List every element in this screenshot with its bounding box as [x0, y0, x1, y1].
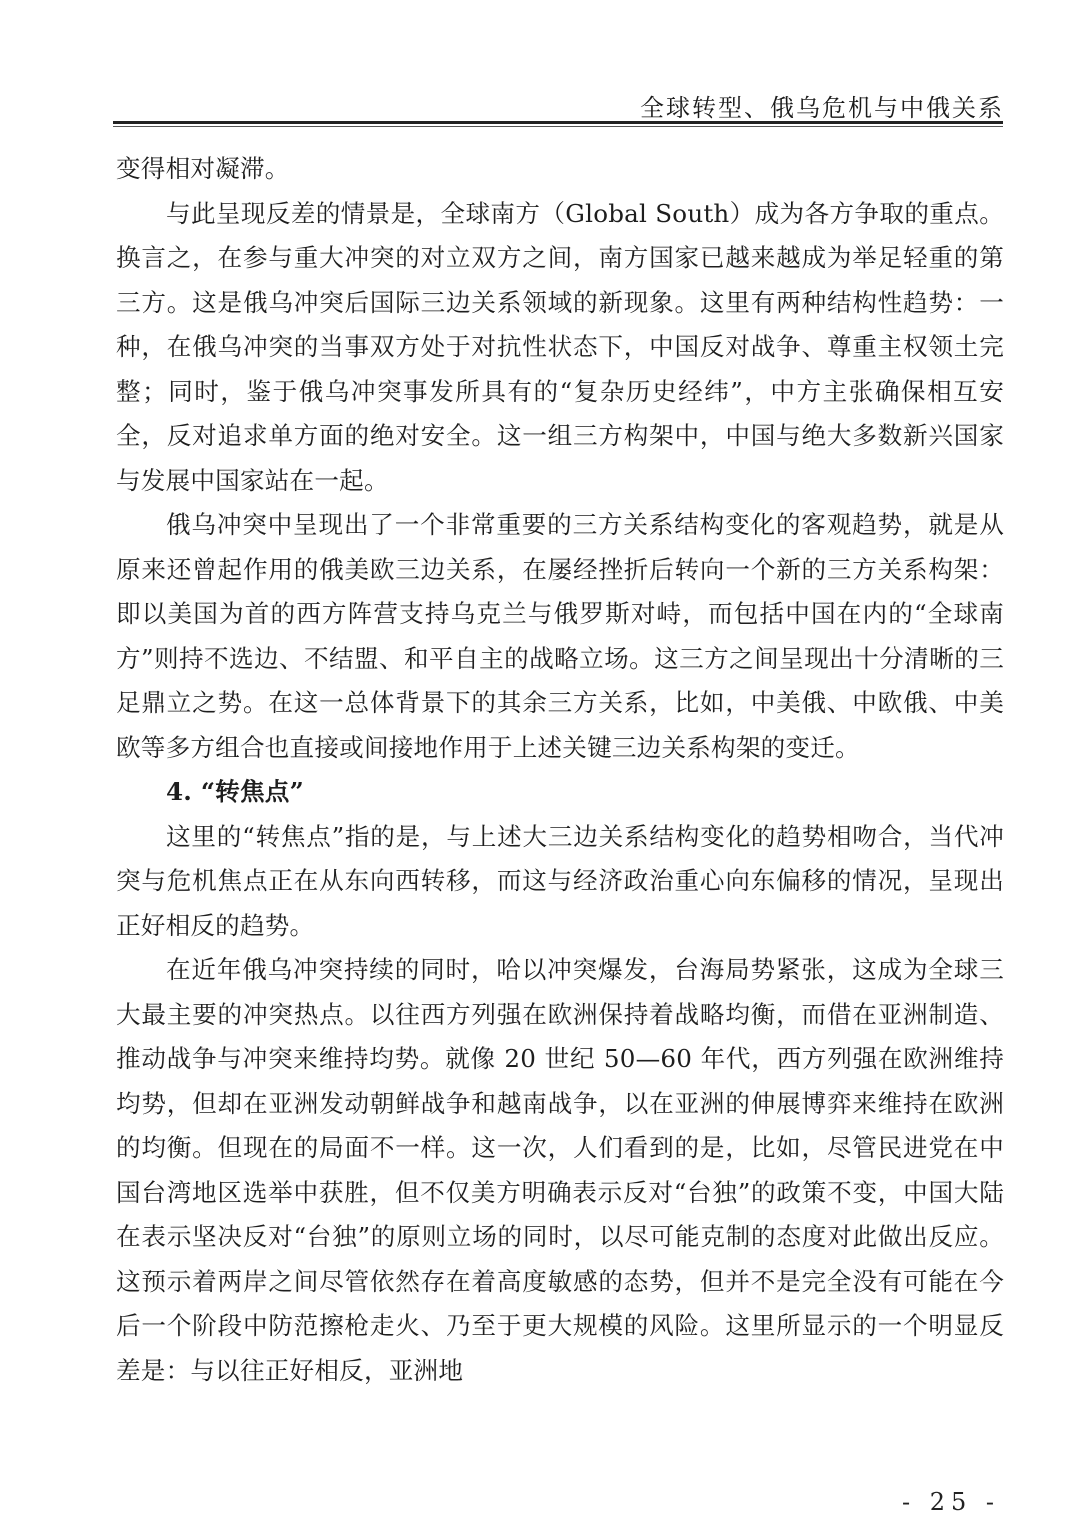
section-heading: 4. “转焦点”	[166, 777, 304, 806]
page-body	[116, 147, 1004, 1393]
page-number: - 25 -	[901, 1488, 1000, 1516]
paragraph-2: 与此呈现反差的情景是，全球南方（Global South）成为各方争取的重点。换言之，在参与重大冲突的对立双方之间，南方国家已越来越成为举足轻重的第三方。这是俄乌冲突后国际三边关系领域的新现象。这里有两种结构性趋势：一种，在俄乌冲突的当事双方处于对抗性状态下，中国反对战争、尊重主权领土完整；同时，鉴于俄乌冲突事发所具有的“复杂历史经纬”，中方主张确保相互安全，反对追求单方面的绝对安全。这一组三方构架中，中国与绝大多数新兴国家与发展中国家站在一起。	[116, 198, 1004, 495]
running-header-title: 全球转型、俄乌危机与中俄关系	[640, 94, 1004, 122]
paragraph-4: 这里的“转焦点”指的是，与上述大三边关系结构变化的趋势相吻合，当代冲突与危机焦点正在从东向西转移，而这与经济政治重心向东偏移的情况，呈现出正好相反的趋势。	[116, 821, 1004, 940]
paragraph-1: 变得相对凝滞。	[116, 154, 290, 183]
paragraph-5: 在近年俄乌冲突持续的同时，哈以冲突爆发，台海局势紧张，这成为全球三大最主要的冲突热点。以往西方列强在欧洲保持着战略均衡，而借在亚洲制造、推动战争与冲突来维持均势。就像 20 世纪 50—60 年代，西方列强在欧洲维持均势，但却在亚洲发动朝鲜战争和越南战争，以在亚洲的伸展博弈来维持在欧洲的均衡。但现在的局面不一样。这一次，人们看到的是，比如，尽管民进党在中国台湾地区选举中获胜，但不仅美方明确表示反对“台独”的政策不变，中国大陆在表示坚决反对“台独”的原则立场的同时，以尽可能克制的态度对此做出反应。这预示着两岸之间尽管依然存在着高度敏感的态势，但并不是完全没有可能在今后一个阶段中防范擦枪走火、乃至于更大规模的风险。这里所显示的一个明显反差是：与以往正好相反，亚洲地	[116, 955, 1004, 1385]
header-rule	[113, 121, 1003, 124]
header-rule-thin	[113, 126, 1003, 127]
paragraph-3: 俄乌冲突中呈现出了一个非常重要的三方关系结构变化的客观趋势，就是从原来还曾起作用的俄美欧三边关系，在屡经挫折后转向一个新的三方关系构架：即以美国为首的西方阵营支持乌克兰与俄罗斯对峙，而包括中国在内的“全球南方”则持不选边、不结盟、和平自主的战略立场。这三方之间呈现出十分清晰的三足鼎立之势。在这一总体背景下的其余三方关系，比如，中美俄、中欧俄、中美欧等多方组合也直接或间接地作用于上述关键三边关系构架的变迁。	[116, 510, 1004, 762]
